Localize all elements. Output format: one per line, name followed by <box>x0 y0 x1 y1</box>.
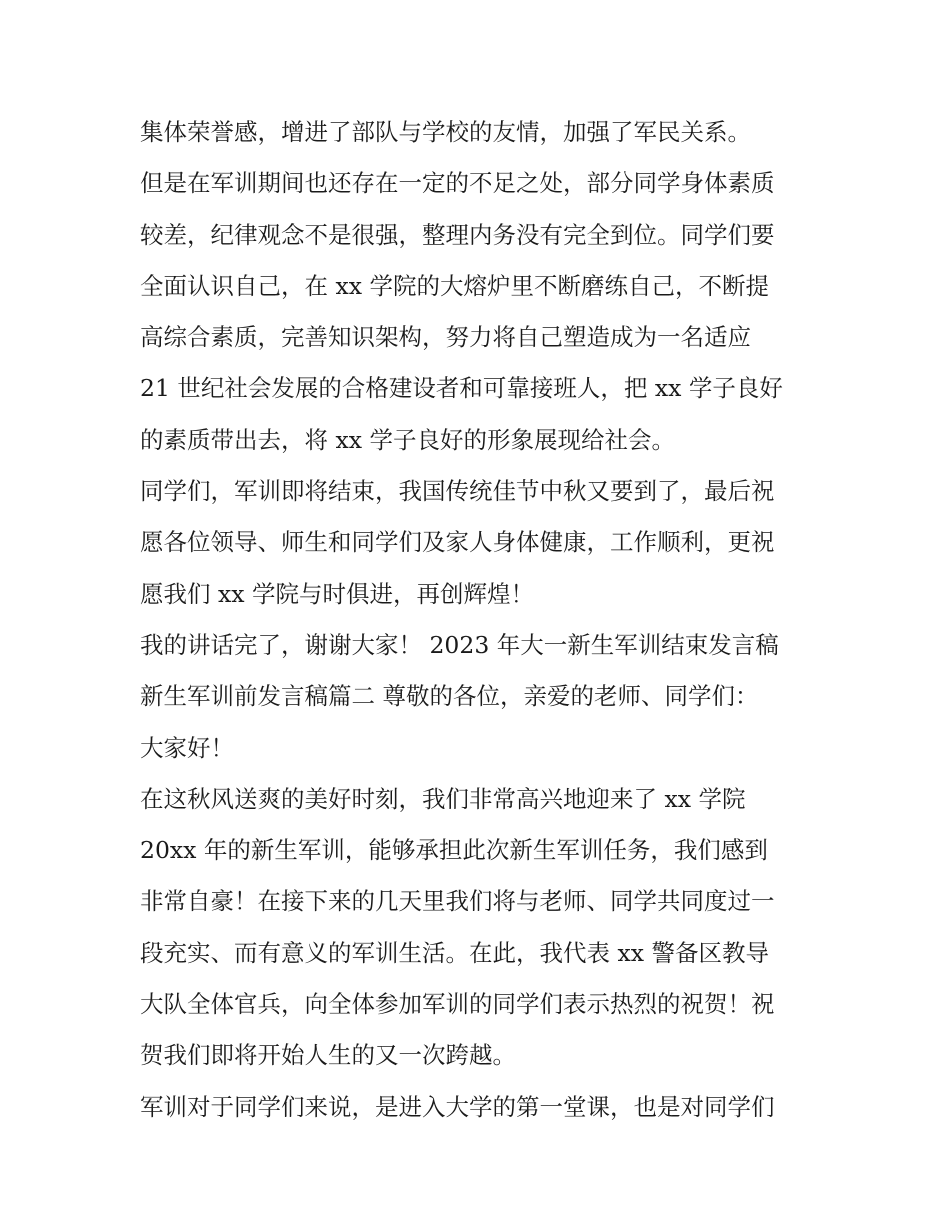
text-line: 高综合素质，完善知识架构，努力将自己塑造成为一名适应 <box>140 323 751 352</box>
text-line: 愿我们 xx 学院与时俱进，再创辉煌！ <box>140 579 534 608</box>
document-body <box>140 107 830 1133</box>
text-line: 但是在军训期间也还存在一定的不足之处，部分同学身体素质 <box>140 169 775 198</box>
text-line: 的素质带出去，将 xx 学子良好的形象展现给社会。 <box>140 425 675 454</box>
text-line: 较差，纪律观念不是很强，整理内务没有完全到位。同学们要 <box>140 220 775 249</box>
text-line: 段充实、而有意义的军训生活。在此，我代表 xx 警备区教导 <box>140 938 769 967</box>
text-line: 在这秋风送爽的美好时刻，我们非常高兴地迎来了 xx 学院 <box>140 784 746 813</box>
text-line: 全面认识自己，在 xx 学院的大熔炉里不断磨练自己，不断提 <box>140 271 769 300</box>
text-line: 非常自豪！在接下来的几天里我们将与老师、同学共同度过一 <box>140 887 775 916</box>
text-line: 我的讲话完了，谢谢大家！ 2023 年大一新生军训结束发言稿 <box>140 630 779 659</box>
text-line: 新生军训前发言稿篇二 尊敬的各位，亲爱的老师、同学们： <box>140 682 759 711</box>
text-line: 20xx 年的新生军训，能够承担此次新生军训任务，我们感到 <box>140 836 768 865</box>
text-line: 大家好！ <box>140 733 234 762</box>
text-line: 贺我们即将开始人生的又一次跨越。 <box>140 1041 516 1070</box>
text-line: 21 世纪社会发展的合格建设者和可靠接班人，把 xx 学子良好 <box>140 374 783 403</box>
text-line: 军训对于同学们来说，是进入大学的第一堂课，也是对同学们 <box>140 1092 775 1121</box>
text-line: 愿各位领导、师生和同学们及家人身体健康，工作顺利，更祝 <box>140 528 775 557</box>
text-line: 大队全体官兵，向全体参加军训的同学们表示热烈的祝贺！祝 <box>140 990 775 1019</box>
text-line: 同学们，军训即将结束，我国传统佳节中秋又要到了，最后祝 <box>140 477 775 506</box>
text-line: 集体荣誉感，增进了部队与学校的友情，加强了军民关系。 <box>140 118 751 146</box>
